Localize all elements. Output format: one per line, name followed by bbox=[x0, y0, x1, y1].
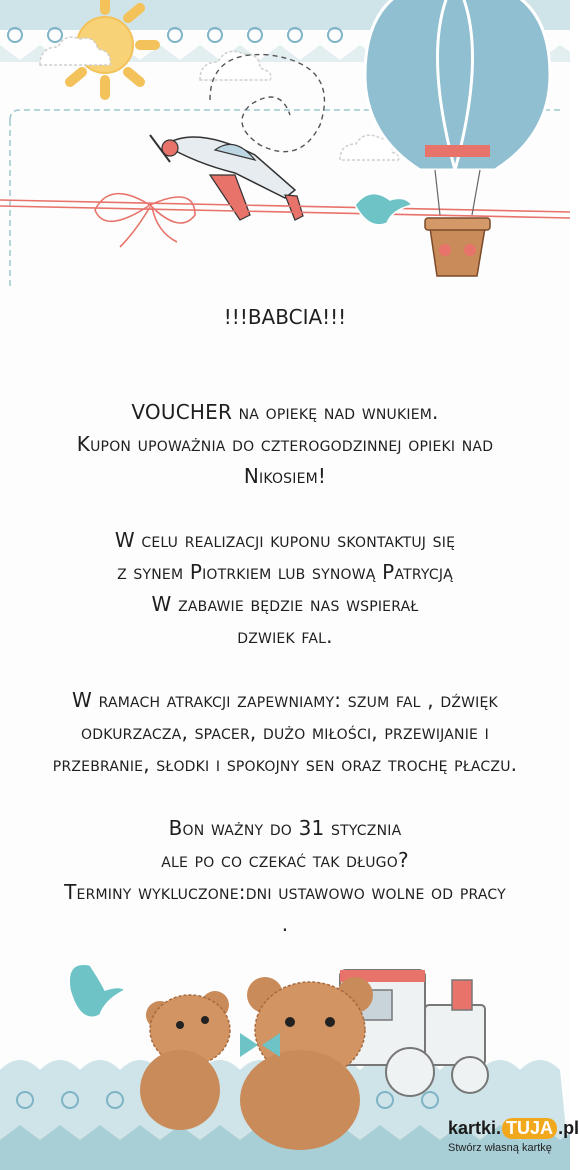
top-illustration bbox=[0, 0, 570, 300]
message-line: z synem Piotrkiem lub synową Patrycją bbox=[117, 560, 453, 584]
message-line: . bbox=[281, 912, 289, 936]
message-line: W zabawie będzie nas wspierał bbox=[151, 592, 419, 616]
message-line: Kupon upoważnia do czterogodzinnej opieki nad bbox=[76, 432, 494, 456]
message-line: Terminy wykluczone:dni ustawowo wolne od pracy bbox=[64, 880, 506, 904]
message-line: VOUCHER na opiekę nad wnukiem. bbox=[131, 400, 439, 424]
message-line bbox=[0, 652, 570, 684]
message-line bbox=[0, 780, 570, 812]
airplane-icon bbox=[150, 135, 303, 220]
bird-icon bbox=[69, 964, 125, 1017]
message-line: Nikosiem! bbox=[243, 464, 327, 488]
message-line: odkurzacza, spacer, dużo miłości, przewijanie i bbox=[81, 720, 489, 744]
message-line bbox=[0, 492, 570, 524]
kartki-logo[interactable] bbox=[448, 1118, 579, 1162]
logo-tuja: TUJA bbox=[502, 1118, 557, 1139]
logo-suffix: .pl bbox=[558, 1118, 579, 1138]
hot-air-balloon-icon bbox=[365, 0, 550, 276]
logo-slogan: Stwórz własną kartkę bbox=[448, 1142, 552, 1154]
card-title: !!!BABCIA!!! bbox=[223, 305, 347, 329]
message-line: Bon ważny do 31 stycznia bbox=[168, 816, 402, 840]
message-line: ale po co czekać tak długo? bbox=[161, 848, 409, 872]
logo-prefix: kartki. bbox=[448, 1118, 502, 1138]
card-message bbox=[0, 396, 570, 940]
logo-brand bbox=[448, 1118, 579, 1139]
message-line: przebranie, słodki i spokojny sen oraz trochę płaczu. bbox=[52, 752, 518, 776]
message-line: dzwiek fal. bbox=[237, 624, 333, 648]
message-line: W ramach atrakcji zapewniamy: szum fal , dźwięk bbox=[72, 688, 498, 712]
message-line: W celu realizacji kuponu skontaktuj się bbox=[114, 528, 456, 552]
